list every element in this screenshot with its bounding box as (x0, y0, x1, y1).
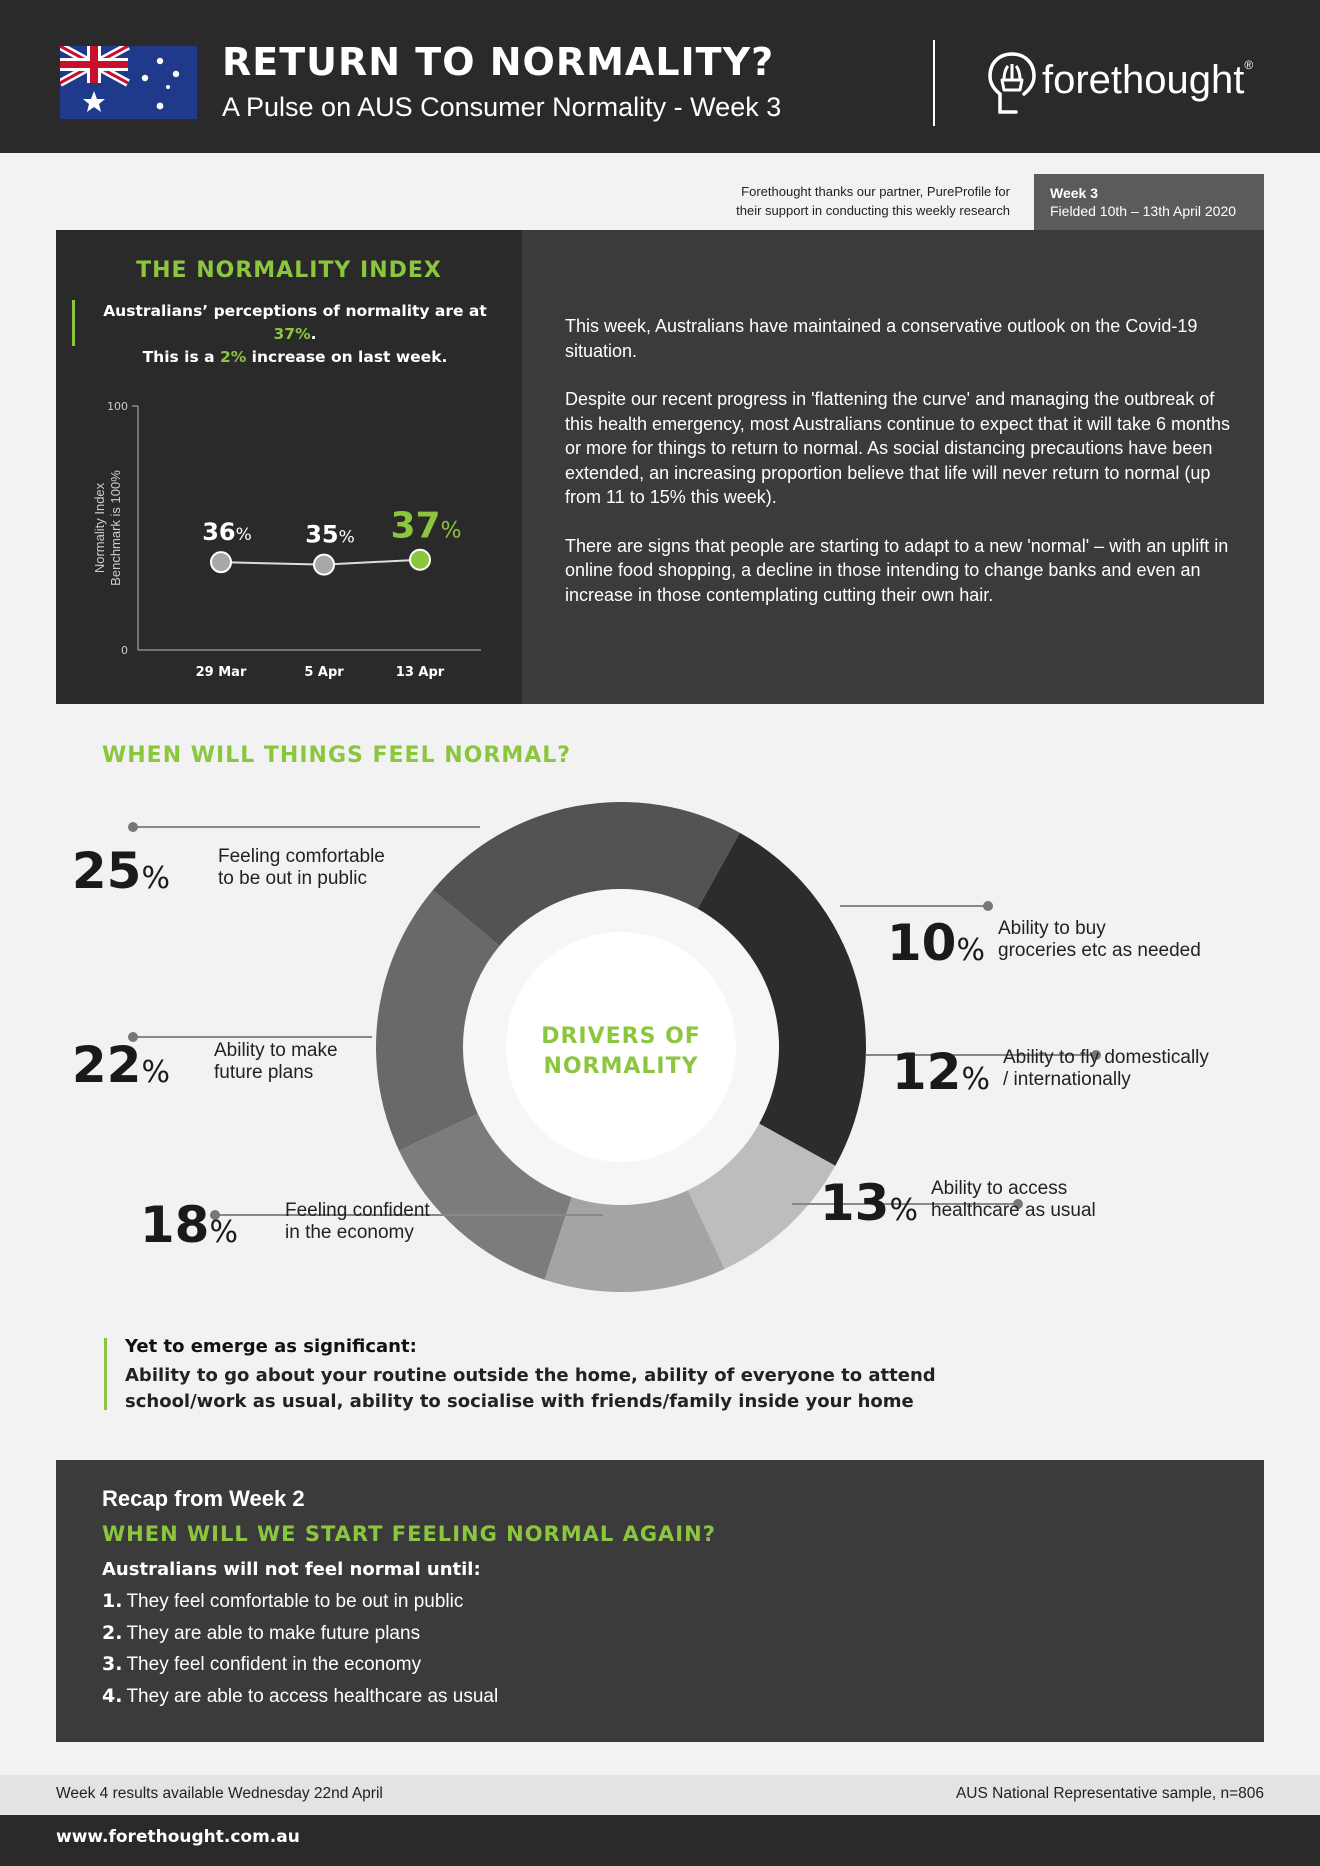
normality-index-title: THE NORMALITY INDEX (136, 258, 442, 283)
list-item: 1. They feel comfortable to be out in public (102, 1590, 464, 1612)
slice-value: 10 (886, 914, 957, 972)
partner-note (640, 182, 1010, 220)
list-item: 4. They are able to access healthcare as usual (102, 1684, 499, 1707)
recap-title: WHEN WILL WE START FEELING NORMAL AGAIN? (102, 1522, 716, 1546)
callout-dot (983, 901, 993, 911)
slice-label-line: future plans (214, 1062, 314, 1083)
x-tick-label: 5 Apr (304, 665, 344, 680)
australia-flag-icon (60, 46, 197, 119)
donut-center-label: NORMALITY (543, 1054, 699, 1079)
data-label-unit: % (440, 518, 462, 544)
summary-body (565, 314, 1235, 631)
slice-label-line: Ability to buy (998, 918, 1106, 939)
slice-label (218, 846, 385, 889)
header-divider (933, 40, 935, 126)
week-badge (1034, 174, 1264, 230)
recap-list (102, 1590, 498, 1716)
data-label-value: 35 (305, 520, 339, 549)
recap-subtitle: Recap from Week 2 (102, 1486, 305, 1511)
slice-label-line: Ability to make (214, 1040, 338, 1061)
x-tick-label: 29 Mar (195, 665, 247, 680)
week-label: Week 3 (1050, 185, 1098, 201)
slice-label-line: Ability to access (931, 1178, 1068, 1199)
slice-label (931, 1178, 1096, 1221)
slice-value-label (887, 914, 985, 972)
slice-label-line: Ability to fly domestically (1003, 1047, 1209, 1068)
slice-value-unit: % (141, 1055, 170, 1090)
emerge-text: Ability to go about your routine outside the home, ability of everyone to attend school/work as usual, ability to socialise with friends/family inside your home (125, 1365, 936, 1412)
slice-value: 13 (819, 1174, 890, 1232)
slice-value-unit: % (209, 1215, 238, 1250)
recap-lead: Australians will not feel normal until: (102, 1559, 481, 1580)
slice-value-unit: % (956, 933, 985, 968)
slice-label-line: healthcare as usual (931, 1200, 1096, 1221)
slice-value-label (892, 1043, 990, 1101)
forethought-logo-icon (986, 50, 1038, 118)
partner-note-line: their support in conducting this weekly research (736, 203, 1010, 218)
slice-label-line: / internationally (1003, 1069, 1131, 1090)
summary-paragraph: This week, Australians have maintained a conservative outlook on the Covid-19 situation. (565, 316, 1198, 361)
data-label (390, 506, 461, 547)
sample-note: AUS National Representative sample, n=806 (955, 1785, 1264, 1802)
slice-label-line: groceries etc as needed (998, 940, 1201, 961)
x-tick-label: 13 Apr (395, 665, 445, 680)
drivers-donut-chart (0, 780, 1320, 1320)
emerge-title: Yet to emerge as significant: (125, 1336, 417, 1357)
slice-value-label (72, 1036, 170, 1094)
slice-value-label (820, 1174, 918, 1232)
y-axis-label (92, 470, 123, 586)
slice-value-label (72, 842, 170, 900)
data-point (314, 555, 334, 575)
page-subtitle: A Pulse on AUS Consumer Normality - Week 3 (222, 92, 782, 122)
summary-paragraph: There are signs that people are starting to adapt to a new 'normal' – with an uplift in online food shopping, a decline in those intending to change banks and even an increase in those contemplating cutting their own hair. (565, 535, 1229, 605)
slice-value: 25 (71, 842, 142, 900)
slice-label (285, 1200, 430, 1243)
donut-center-label: DRIVERS OF (541, 1024, 701, 1049)
data-label (202, 518, 252, 546)
slice-value-unit: % (889, 1193, 918, 1228)
website-link[interactable]: www.forethought.com.au (56, 1827, 300, 1847)
slice-value-unit: % (141, 861, 170, 896)
next-results-note: Week 4 results available Wednesday 22nd April (56, 1785, 383, 1802)
data-label-unit: % (235, 525, 252, 546)
accent-bar (72, 300, 75, 346)
normality-index-line-chart (56, 390, 522, 690)
slice-label (214, 1040, 338, 1083)
slice-value: 22 (71, 1036, 142, 1094)
y-tick-label: 0 (121, 644, 128, 657)
y-tick-label: 100 (107, 400, 128, 413)
slice-value-unit: % (961, 1062, 990, 1097)
list-item: 3. They feel confident in the economy (102, 1653, 422, 1675)
normality-index-description: Australians’ perceptions of normality are at 37%. This is a 2% increase on last week. (103, 302, 487, 366)
data-label-unit: % (338, 527, 355, 548)
partner-note-line: Forethought thanks our partner, PureProfile for (741, 184, 1010, 199)
slice-label-line: to be out in public (218, 868, 367, 889)
slice-value-label (140, 1196, 238, 1254)
slice-label-line: Feeling confident (285, 1200, 430, 1221)
slice-label-line: in the economy (285, 1222, 414, 1243)
accent-bar (104, 1338, 107, 1410)
summary-paragraph: Despite our recent progress in 'flattening the curve' and managing the outbreak of this health emergency, most Australians continue to expect that it will take 6 months or more for things to return to normal. As social distancing precautions have been extended, an increasing proportion believe that life will never return to normal (up from 11 to 15% this week). (565, 389, 1231, 507)
forethought-logo-text: forethought® (1042, 58, 1254, 102)
slice-value: 12 (891, 1043, 962, 1101)
data-label-value: 36 (202, 518, 236, 547)
fielded-dates: Fielded 10th – 13th April 2020 (1050, 203, 1237, 219)
data-point (410, 550, 430, 570)
data-label (305, 521, 355, 549)
y-axis-label-line: Normality Index (92, 482, 107, 574)
y-axis-label-line: Benchmark is 100% (108, 470, 123, 586)
page-title: RETURN TO NORMALITY? (222, 40, 775, 84)
list-item: 2. They are able to make future plans (102, 1621, 421, 1644)
slice-label (998, 918, 1201, 961)
slice-value: 18 (139, 1196, 210, 1254)
drivers-section-title: WHEN WILL THINGS FEEL NORMAL? (102, 743, 572, 768)
data-point (211, 552, 231, 572)
slice-label (1003, 1047, 1209, 1090)
callout-dot (128, 822, 138, 832)
data-label-value: 37 (390, 505, 441, 547)
slice-label-line: Feeling comfortable (218, 846, 385, 867)
